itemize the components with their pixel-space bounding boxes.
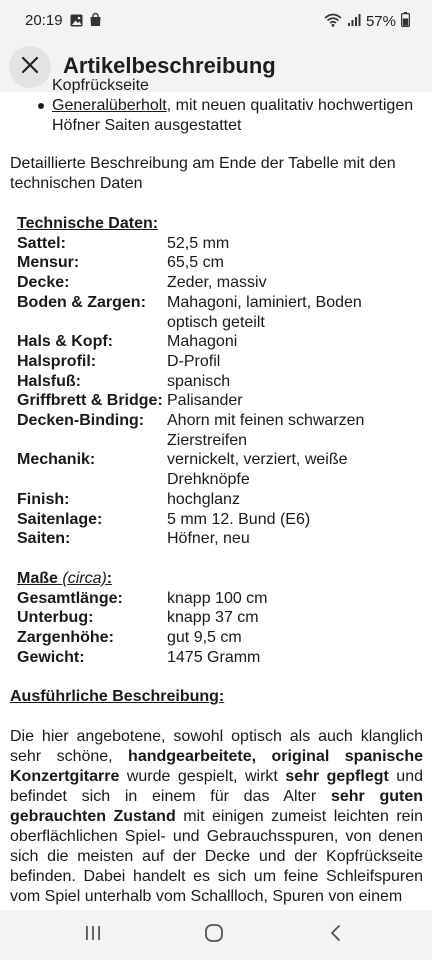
dims-title: Maße (circa):: [17, 569, 113, 587]
spec-key: Boden & Zargen:: [17, 293, 146, 311]
table-row: [17, 529, 397, 549]
table-row: [17, 411, 397, 450]
table-row: [17, 253, 397, 273]
table-row: [17, 628, 397, 648]
spec-key: Unterbug:: [17, 609, 94, 627]
spec-value: 65,5 cm: [167, 254, 224, 272]
spec-value: gut 9,5 cm: [167, 629, 242, 647]
spec-key: Gesamtlänge:: [17, 589, 123, 607]
generalueberholt-link[interactable]: Generalüberholt: [52, 97, 167, 114]
table-row: [17, 648, 397, 668]
table-row: [17, 352, 397, 372]
table-row: [17, 293, 397, 332]
spec-key: Halsprofil:: [17, 352, 97, 370]
spec-key: Gewicht:: [17, 648, 85, 666]
spec-key: Hals & Kopf:: [17, 333, 113, 351]
spec-key: Zargenhöhe:: [17, 629, 114, 647]
table-row: [17, 490, 397, 510]
table-row: [17, 332, 397, 352]
spec-key: Saitenlage:: [17, 510, 103, 528]
list-item: [10, 76, 422, 96]
spec-value: spanisch: [167, 372, 231, 390]
description-paragraph: [10, 727, 423, 907]
spec-value: hochglanz: [167, 490, 240, 508]
spec-value: knapp 100 cm: [167, 589, 268, 607]
spec-value: vernickelt, verziert, weiße Drehknöpfe: [167, 451, 348, 489]
spec-key: Sattel:: [17, 234, 66, 252]
description-text: wurde gespielt, wirkt: [119, 768, 286, 786]
table-row: [17, 273, 397, 293]
spec-key: Saiten:: [17, 530, 71, 548]
back-button[interactable]: [324, 923, 348, 947]
table-row: [17, 450, 397, 489]
spec-key: Decken-Binding:: [17, 412, 145, 430]
spec-key: Decke:: [17, 274, 70, 292]
status-bar: [0, 0, 432, 42]
recents-button[interactable]: [81, 923, 105, 947]
cut-line: Kopfrückseite: [52, 77, 149, 94]
description-text: und befindet sich in einem für das Alter: [10, 768, 423, 806]
system-nav-bar: [0, 910, 432, 960]
spec-value: 52,5 mm: [167, 234, 230, 252]
spec-value: Zeder, massiv: [167, 274, 267, 292]
spec-value: 5 mm 12. Bund (E6): [167, 510, 311, 528]
table-row: [17, 608, 397, 628]
description-title: Ausführliche Beschreibung:: [10, 688, 225, 706]
spec-key: Griffbrett & Bridge:: [17, 392, 163, 410]
description-bold: sehr gepflegt: [285, 768, 389, 786]
photo-icon: [70, 14, 83, 32]
table-row: [17, 391, 397, 411]
description-bold: sehr guten gebrauchten Zustand: [10, 788, 423, 826]
shopping-bag-icon: [89, 13, 102, 32]
wifi-icon: [324, 13, 342, 31]
spec-value: D-Profil: [167, 352, 221, 370]
back-icon: [328, 924, 344, 947]
recents-icon: [84, 924, 102, 947]
spec-value: knapp 37 cm: [167, 609, 259, 627]
signal-icon: [347, 13, 361, 31]
spec-value: Höfner, neu: [167, 530, 250, 548]
list-item: [10, 96, 422, 136]
spec-value: Ahorn mit feinen schwarzen Zierstreifen: [167, 412, 365, 449]
home-button[interactable]: [202, 923, 226, 947]
table-row: [17, 234, 397, 254]
battery-text: 57%: [365, 13, 396, 30]
description-text: mit einigen zumeist leichten rein oberflächlichen Spiel- und Gebrauchsspuren, von denen sich die meisten auf der Decke und der Kopfrückseite befinden. Dabei handelt es sich um feine Schleifspuren vom Spiel unterhalb vom Schallloch, Spuren von einem: [10, 808, 423, 906]
home-icon: [204, 923, 224, 948]
table-row: [17, 589, 397, 609]
table-row: [17, 510, 397, 530]
spec-key: Mechanik:: [17, 451, 96, 469]
table-row: [17, 372, 397, 392]
tech-title: Technische Daten:: [17, 215, 159, 232]
page-title: Artikelbeschreibung: [63, 53, 276, 78]
spec-value: 1475 Gramm: [167, 648, 261, 666]
spec-value: Mahagoni, laminiert, Boden optisch geteilt: [167, 293, 362, 331]
description-text: Die hier angebotene, sowohl optisch als auch klanglich sehr schöne,: [10, 728, 423, 766]
spec-key: Finish:: [17, 490, 70, 508]
spec-value: Mahagoni: [167, 333, 238, 351]
battery-icon: [401, 12, 410, 31]
bullet-text: , mit neuen qualitativ hochwertigen Höfner Saiten ausgestattet: [52, 97, 414, 134]
spec-key: Halsfuß:: [17, 372, 81, 390]
tech-table: [17, 214, 397, 667]
spec-value: Palisander: [167, 392, 243, 410]
status-time: 20:19: [25, 12, 63, 29]
description-bold: handgearbeitete, original spanische Konzertgitarre: [10, 748, 423, 786]
feature-list: [10, 76, 422, 136]
intro-paragraph: Detaillierte Beschreibung am Ende der Tabelle mit den technischen Daten: [10, 155, 396, 192]
article-content[interactable]: [0, 77, 432, 910]
spec-key: Mensur:: [17, 254, 80, 272]
